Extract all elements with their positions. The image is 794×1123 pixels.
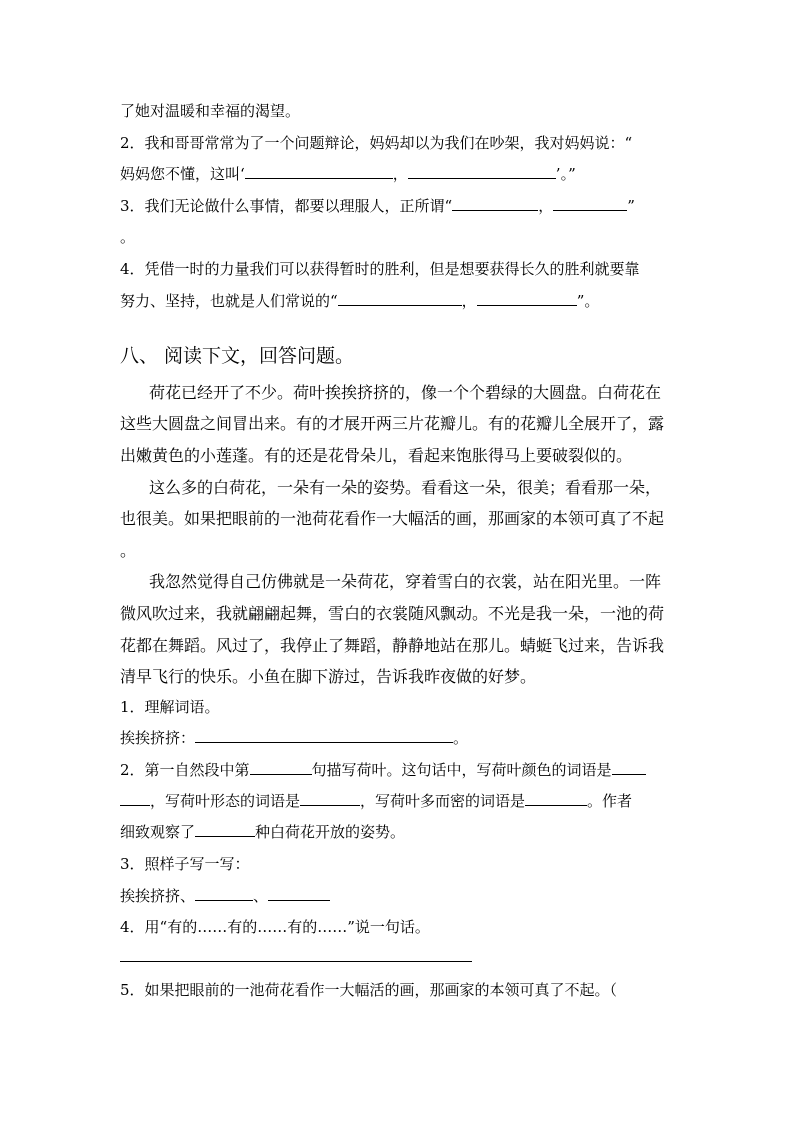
answer-blank[interactable] (300, 791, 360, 806)
passage-line: 。 (120, 541, 137, 560)
answer-blank[interactable] (195, 822, 255, 837)
passage-line: 这么多的白荷花，一朵有一朵的姿势。看看这一朵，很美；看看那一朵， (149, 478, 662, 497)
question-1-answer (120, 728, 468, 748)
question-text: 种白荷花开放的姿势。 (255, 823, 406, 841)
answer-blank[interactable] (553, 196, 627, 211)
fill-question-3-cont (120, 227, 135, 247)
fill-text: ， (538, 197, 554, 215)
fill-text: 3．我们无论做什么事情，都要以理服人，正所谓“ (120, 197, 453, 215)
answer-blank[interactable] (245, 164, 393, 179)
answer-blank[interactable] (195, 728, 453, 743)
question-2-cont2 (120, 822, 405, 842)
fill-line-1 (120, 101, 300, 121)
fill-text: 2．我和哥哥常常为了一个问题辩论，妈妈却以为我们在吵架，我对妈妈说：“ (120, 134, 633, 152)
fill-text: ， (392, 165, 408, 183)
fill-text: 了她对温暖和幸福的渴望。 (120, 102, 301, 120)
passage-line: 出嫩黄色的小莲蓬。有的还是花骨朵儿，看起来饱胀得马上要破裂似的。 (120, 446, 633, 465)
fill-text: ”。 (576, 292, 600, 310)
fill-text: ’。” (555, 165, 576, 183)
answer-blank[interactable] (250, 760, 312, 775)
answer-blank[interactable] (195, 886, 253, 901)
question-3: 3．照样子写一写： (120, 855, 250, 873)
passage-line: 花都在舞蹈。风过了，我停止了舞蹈，静静地站在那儿。蜻蜓飞过来，告诉我 (120, 636, 665, 655)
fill-question-4-cont (120, 291, 599, 311)
passage-line: 清早飞行的快乐。小鱼在脚下游过，告诉我昨夜做的好梦。 (120, 667, 537, 686)
question-text: ，写荷叶形态的词语是 (150, 792, 301, 810)
question-text: 挨挨挤挤： (120, 729, 196, 747)
question-text: 。作者 (587, 792, 633, 810)
answer-blank[interactable] (338, 291, 462, 306)
answer-blank[interactable] (120, 791, 150, 806)
answer-blank[interactable] (452, 196, 538, 211)
question-2-cont (120, 791, 632, 811)
question-text: ，写荷叶多而密的词语是 (360, 792, 526, 810)
fill-text: 4．凭借一时的力量我们可以获得暂时的胜利，但是想要获得长久的胜利就要靠 (120, 260, 640, 278)
question-1: 1．理解词语。 (120, 698, 220, 716)
question-2 (120, 760, 646, 780)
question-text: 。 (453, 729, 469, 747)
fill-text: ” (627, 197, 635, 215)
fill-question-3 (120, 196, 635, 216)
passage-line: 这些大圆盘之间冒出来。有的才展开两三片花瓣儿。有的花瓣儿全展开了，露 (120, 414, 665, 433)
section-heading: 八、 阅读下文，回答问题。 (120, 345, 355, 367)
fill-text: 努力、坚持，也就是人们常说的“ (120, 292, 338, 310)
passage-line: 荷花已经开了不少。荷叶挨挨挤挤的，像一个个碧绿的大圆盘。白荷花在 (149, 383, 662, 402)
passage-line: 我忽然觉得自己仿佛就是一朵荷花，穿着雪白的衣裳，站在阳光里。一阵 (149, 572, 662, 591)
answer-blank[interactable] (477, 291, 577, 306)
question-text: 2．第一自然段中第 (120, 761, 250, 779)
answer-blank[interactable] (525, 791, 587, 806)
answer-blank[interactable] (612, 760, 646, 775)
question-text: 细致观察了 (120, 823, 196, 841)
question-text: 、 (253, 887, 269, 905)
question-3-answer (120, 886, 330, 906)
passage-line: 微风吹过来，我就翩翩起舞，雪白的衣裳随风飘动。不光是我一朵，一池的荷 (120, 604, 665, 623)
answer-blank[interactable] (408, 164, 556, 179)
question-text: 句描写荷叶。这句话中，写荷叶颜色的词语是 (311, 761, 612, 779)
question-5: 5．如果把眼前的一池荷花看作一大幅活的画，那画家的本领可真了不起。（ (120, 981, 618, 999)
passage-line: 也很美。如果把眼前的一池荷花看作一大幅活的画，那画家的本领可真了不起 (120, 509, 665, 528)
fill-text: 妈妈您不懂，这叫‘ (120, 165, 245, 183)
fill-question-4 (120, 259, 640, 279)
answer-line[interactable] (120, 961, 472, 962)
fill-question-2 (120, 133, 632, 153)
question-text: 挨挨挤挤、 (120, 887, 196, 905)
fill-question-2-cont (120, 164, 576, 184)
question-4: 4．用“有的……有的……有的……”说一句话。 (120, 918, 430, 936)
fill-text: ， (461, 292, 477, 310)
fill-text: 。 (120, 228, 136, 246)
answer-blank[interactable] (268, 886, 330, 901)
